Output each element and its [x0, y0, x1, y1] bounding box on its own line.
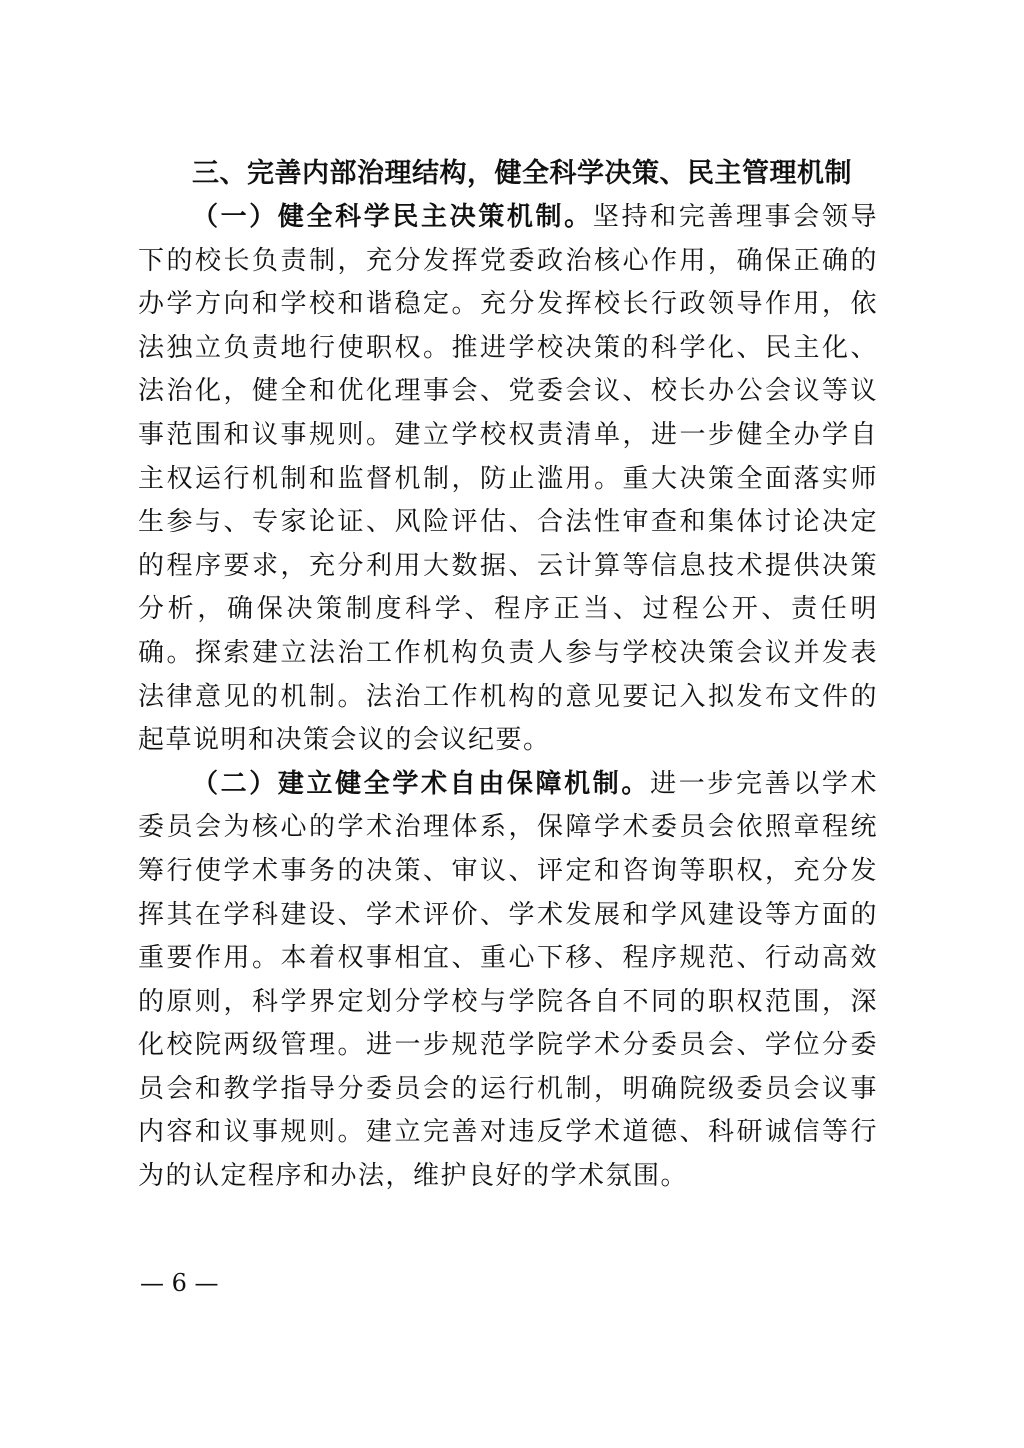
paragraph-decision-mechanism — [138, 196, 878, 763]
page-content — [138, 152, 878, 1199]
paragraph-lead: （一）健全科学民主决策机制。 — [192, 202, 593, 232]
paragraph-lead: （二）建立健全学术自由保障机制。 — [192, 768, 651, 799]
paragraph-body: 进一步完善以学术委员会为核心的学术治理体系，保障学术委员会依照章程统筹行使学术事务的决策、审议、评定和咨询等职权，充分发挥其在学科建设、学术评价、学术发展和学风建设等方面的重要作用。本着权事相宜、重心下移、程序规范、行动高效的原则，科学界定划分学校与学院各自不同的职权范围，深化校院两级管理。进一步规范学院学术分委员会、学位分委员会和教学指导分委员会的运行机制，明确院级委员会议事内容和议事规则。建立完善对违反学术道德、科研诚信等行为的认定程序和办法，维护良好的学术氛围。 — [138, 768, 878, 1192]
paragraph-body: 坚持和完善理事会领导下的校长负责制，充分发挥党委政治核心作用，确保正确的办学方向和学校和谐稳定。充分发挥校长行政领导作用，依法独立负责地行使职权。推进学校决策的科学化、民主化、法治化，健全和优化理事会、党委会议、校长办公会议等议事范围和议事规则。建立学校权责清单，进一步健全办学自主权运行机制和监督机制，防止滥用。重大决策全面落实师生参与、专家论证、风险评估、合法性审查和集体讨论决定的程序要求，充分利用大数据、云计算等信息技术提供决策分析，确保决策制度科学、程序正当、过程公开、责任明确。探索建立法治工作机构负责人参与学校决策会议并发表法律意见的机制。法治工作机构的意见要记入拟发布文件的起草说明和决策会议的会议纪要。 — [138, 202, 878, 756]
paragraph-academic-freedom — [138, 763, 878, 1199]
page-number: — 6 — — [140, 1269, 219, 1297]
section-heading: 三、完善内部治理结构，健全科学决策、民主管理机制 — [192, 158, 852, 189]
